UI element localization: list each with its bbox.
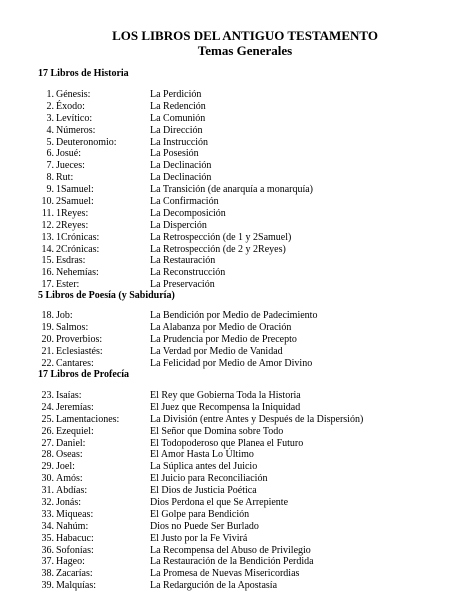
book-row [0,310,474,322]
book-row [0,322,474,334]
book-theme: La Perdición [150,89,202,100]
book-theme: La Retrospección (de 2 y 2Reyes) [150,243,286,255]
book-theme: La Confirmación [150,196,219,208]
book-name: 2Crónicas: [56,243,100,255]
book-row [0,509,474,521]
book-row [0,208,474,220]
book-theme: La Súplica antes del Juicio [150,461,258,473]
book-theme: La Alabanza por Medio de Oración [150,321,292,333]
book-number: 19. [41,321,54,333]
book-row [0,461,474,473]
book-name: Nehemías: [56,267,99,279]
book-row [0,402,474,414]
book-number: 35. [41,532,54,544]
book-row [0,220,474,232]
book-theme: La Recompensa del Abuso de Privilegio [150,544,311,556]
book-number: 8. [46,172,54,184]
book-name: Oseas: [56,449,83,461]
book-row [0,113,474,125]
book-number: 10. [41,196,54,208]
book-name: 2Reyes: [56,219,89,231]
book-name: Jonás: [56,497,81,509]
book-row [0,497,474,509]
book-theme: La Retrospección (de 1 y 2Samuel) [150,231,292,243]
book-number: 20. [41,333,54,345]
book-number: 14. [41,243,54,255]
book-number: 12. [41,219,54,231]
book-row [0,89,474,101]
book-row [0,580,474,592]
book-name: Sofonías: [56,544,94,556]
book-number: 25. [41,413,54,425]
book-name: Éxodo: [56,100,85,112]
book-name: Salmos: [56,321,89,333]
book-theme: La Comunión [150,112,206,124]
book-name: Job: [56,310,73,321]
book-number: 29. [41,461,54,473]
book-number: 7. [46,160,54,172]
book-name: Ester: [56,279,80,291]
book-name: 1Samuel: [56,184,94,196]
book-name: Miqueas: [56,508,94,520]
book-row [0,414,474,426]
book-number: 11. [41,207,54,219]
book-name: Nahúm: [56,520,89,532]
book-row [0,125,474,137]
book-name: Levítico: [56,112,93,124]
book-row [0,196,474,208]
book-number: 15. [41,255,54,267]
section-heading-historia: 17 Libros de Historia [38,68,129,79]
book-row [0,533,474,545]
book-theme: La Declinación [150,160,212,172]
book-theme: La Verdad por Medio de Vanidad [150,345,283,357]
book-theme: La Preservación [150,279,215,291]
book-row [0,267,474,279]
book-name: Malquías: [56,580,96,592]
book-row [0,160,474,172]
book-name: Números: [56,124,96,136]
book-name: Jueces: [56,160,85,172]
book-number: 39. [41,580,54,592]
book-name: Lamentaciones: [56,413,120,425]
book-theme: La Disperción [150,219,207,231]
book-name: Eclesiastés: [56,345,103,357]
book-theme: La Restauración [150,255,216,267]
book-number: 4. [46,124,54,136]
book-row [0,184,474,196]
book-number: 28. [41,449,54,461]
book-number: 26. [41,425,54,437]
book-theme: La Posesión [150,148,199,160]
book-row [0,172,474,184]
book-theme: El Amor Hasta Lo Último [150,449,254,461]
book-theme: La Prudencia por Medio de Precepto [150,333,297,345]
book-row [0,358,474,370]
book-name: Joel: [56,461,75,473]
book-number: 3. [46,112,54,124]
book-number: 16. [41,267,54,279]
book-theme: El Rey que Gobierna Toda la Historia [150,390,301,401]
book-name: Cantares: [56,357,94,369]
book-name: Daniel: [56,437,86,449]
book-number: 30. [41,473,54,485]
book-theme: La Redención [150,100,206,112]
book-list-poesia [0,310,474,369]
section-heading-profecia: 17 Libros de Profecía [38,369,130,380]
book-name: Hageo: [56,556,85,568]
book-name: Josué: [56,148,81,160]
book-theme: El Dios de Justicia Poética [150,485,257,497]
book-row [0,568,474,580]
book-name: Habacuc: [56,532,94,544]
book-number: 33. [41,508,54,520]
book-row [0,438,474,450]
book-theme: El Golpe para Bendición [150,508,250,520]
book-name: Jeremías: [56,401,94,413]
book-row [0,473,474,485]
book-number: 21. [41,345,54,357]
book-number: 6. [46,148,54,160]
book-number: 36. [41,544,54,556]
book-number: 1. [46,89,54,100]
book-theme: El Justo por la Fe Vivirá [150,532,248,544]
book-name: Ezequiel: [56,425,94,437]
book-number: 22. [41,357,54,369]
book-number: 13. [41,231,54,243]
book-theme: La Bendición por Medio de Padecimiento [150,310,318,321]
book-name: 1Crónicas: [56,231,100,243]
book-name: Esdras: [56,255,86,267]
book-number: 5. [46,136,54,148]
book-name: Rut: [56,172,74,184]
book-list-profecia [0,390,474,592]
book-theme: La Reconstrucción [150,267,226,279]
book-number: 23. [41,390,54,401]
book-row [0,244,474,256]
book-theme: La Redargución de la Apostasía [150,580,278,592]
book-row [0,545,474,557]
book-name: Proverbios: [56,333,103,345]
book-row [0,346,474,358]
book-theme: El Juez que Recompensa la Iniquidad [150,401,301,413]
book-name: 1Reyes: [56,207,89,219]
book-name: 2Samuel: [56,196,94,208]
document-title: LOS LIBROS DEL ANTIGUO TESTAMENTO [112,28,378,43]
book-name: Isaías: [56,390,82,401]
book-number: 32. [41,497,54,509]
book-row [0,148,474,160]
book-theme: El Todopoderoso que Planea el Futuro [150,437,304,449]
book-theme: Dios no Puede Ser Burlado [150,520,259,532]
book-theme: La Dirección [150,124,203,136]
book-number: 37. [41,556,54,568]
book-number: 2. [46,100,54,112]
book-row [0,485,474,497]
book-row [0,255,474,267]
book-name: Amós: [56,473,83,485]
book-row [0,137,474,149]
book-name: Génesis: [56,89,91,100]
book-number: 18. [41,310,54,321]
book-number: 31. [41,485,54,497]
book-number: 9. [46,184,54,196]
book-row [0,334,474,346]
book-row [0,449,474,461]
book-number: 17. [41,279,54,291]
book-theme: La División (entre Antes y Después de la Dispersión) [150,413,364,425]
book-number: 24. [41,401,54,413]
document-subtitle: Temas Generales [197,43,293,58]
book-theme: La Declinación [150,172,212,184]
book-theme: El Señor que Domina sobre Todo [150,425,284,437]
book-number: 38. [41,568,54,580]
book-row [0,232,474,244]
book-row [0,101,474,113]
book-name: Abdías: [56,485,88,497]
book-name: Deuteronomio: [56,136,117,148]
book-theme: El Juicio para Reconciliación [150,473,268,485]
book-theme: La Restauración de la Bendición Perdida [150,556,314,568]
book-number: 34. [41,520,54,532]
book-theme: La Transición (de anarquía a monarquía) [150,184,314,196]
book-row [0,556,474,568]
book-name: Zacarías: [56,568,93,580]
book-theme: La Instrucción [150,136,209,148]
book-theme: La Felicidad por Medio de Amor Divino [150,357,313,369]
book-number: 27. [41,437,54,449]
section-heading-poesia: 5 Libros de Poesía (y Sabiduría) [38,290,175,301]
book-theme: Dios Perdona el que Se Arrepiente [150,497,289,509]
book-row [0,521,474,533]
book-row [0,390,474,402]
book-theme: La Decomposición [150,207,226,219]
book-row [0,426,474,438]
book-theme: La Promesa de Nuevas Misericordias [150,568,300,580]
book-list-historia [0,89,474,291]
